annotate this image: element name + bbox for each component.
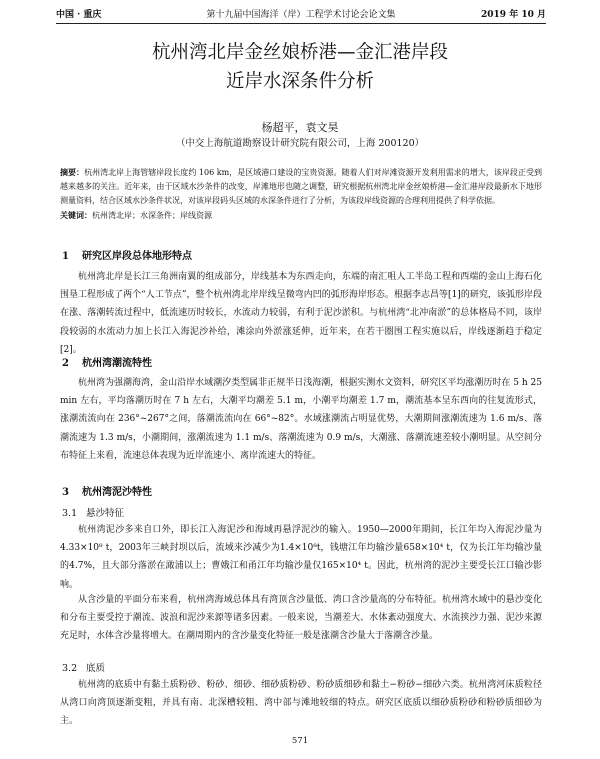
subsection-number: 3.1 — [62, 508, 78, 519]
paragraph-2: 杭州湾为强潮海湾，金山沿岸水域潮汐类型属非正规半日浅海潮，根据实测水文资料，研究区平均涨潮历时在 5 h 25 min 左右，平均落潮历时在 7 h 左右，大潮平均潮差 5.1 m，小潮平均潮差 1.7 m，潮流基本呈东西向的往复流形式，涨潮流流向在 236°~267°之间，落潮流流向在 66°~82°。水域涨潮流占明显优势，大潮期间涨潮流速为 1.6 m/s、落潮流速为 1.3 m/s，小潮期间，涨潮流速为 1.1 m/s、落潮流速为 0.9 m/s，大潮涨、落潮流速差较小潮明显。从空间分布特征上来看，流速总体表现为近岸流速小、离岸流速大的特征。 — [60, 378, 542, 461]
subsection-heading-3-1 — [62, 507, 124, 521]
paragraph-4: 从含沙量的平面分布来看，杭州湾海域总体具有湾顶含沙量低、湾口含沙量高的分布特征。杭州湾水域中的悬沙变化和分布主要受控于潮流、波浪和泥沙来源等诸多因素。一般来说，当潮差大、水体紊动强度大、水流挟沙力强、泥沙来源充足时，水体含沙量将增大。在潮周期内的含沙量变化特征一般是涨潮含沙量大于落潮含沙量。 — [60, 595, 542, 642]
title-line-1: 杭州湾北岸金丝娘桥港—金汇港岸段 — [151, 42, 448, 63]
section-heading-3 — [62, 486, 152, 500]
paragraph-3: 杭州湾泥沙多来自口外，即长江入海泥沙和海域再悬浮泥沙的输入。1950—2000年期间，长江年均入海泥沙量为4.33×10⁸ t，2003年三峡封坝以后，流域来沙减少为1.4×10⁸t，钱塘江年均输沙量658×10⁴ t，仅为长江年均输沙量的4.7%，且大部分落淤在澉浦以上；曹娥江和甬江年均输沙量仅165×10⁴ t。因此，杭州湾的泥沙主要受长江口输沙影响。 — [60, 525, 542, 590]
section-heading-2 — [62, 357, 152, 371]
header-proceedings: 第十九届中国海洋（岸）工程学术讨论会论文集 — [206, 10, 396, 20]
subsection-title: 底质 — [86, 663, 106, 674]
abstract — [60, 165, 542, 223]
abstract-label: 摘要： — [60, 167, 85, 177]
paragraph-5: 杭州湾的底质中有黏土质粉砂、粉砂、细砂、细砂质粉砂、粉砂质细砂和黏土−粉砂−细砂六类。杭州湾河床质粒径从湾口向湾顶逐渐变粗，并具有南、北深槽较粗、湾中部与滩地较细的特点。研究区底质以细砂质粉砂和粉砂质细砂为主。 — [60, 680, 542, 727]
abstract-body — [60, 165, 542, 208]
paragraph-1: 杭州湾北岸是长江三角洲南翼的组成部分，岸线基本为东西走向，东端的南汇咀人工半岛工程和西端的金山上海石化围垦工程形成了两个“人工节点”，整个杭州湾北岸岸线呈微弯内凹的弧形海岸形态。根据李志昌等[1]的研究，该弧形岸段在涨、落潮转流过程中，低流速历时较长，水流动力较弱，有利于泥沙淤积。与杭州湾“北冲南淤”的总体格局不同，该岸段较弱的水流动力加上长江入海泥沙补给，滩涂向外淤涨延伸，近年来，在若干圈围工程实施以后，岸线逐渐趋于稳定[2]。 — [60, 272, 542, 355]
section-heading-1 — [62, 250, 192, 264]
abstract-text: 杭州湾北岸上海管辖岸段长度约 106 km，是区域港口建设的宝贵资源。随着人们对岸滩资源开发利用需求的增大，该岸段正受到越来越多的关注。近年来，由于区域水沙条件的改变，岸滩地形也随之调整，研究根据杭州湾北岸金丝娘桥港—金汇港岸段最新水下地形测量资料，结合区域水沙条件状况，对该岸段码头区域的水深条件进行了分析，为该段岸线资源的合理利用提供了科学依据。 — [60, 168, 542, 205]
header-location: 中国 · 重庆 — [56, 10, 102, 20]
keywords — [60, 208, 542, 223]
section-title: 杭州湾泥沙特性 — [82, 487, 152, 498]
title-line-2: 近岸水深条件分析 — [225, 71, 374, 92]
subsection-number: 3.2 — [62, 663, 78, 674]
section-number: 1 — [62, 251, 69, 262]
page-number: 571 — [291, 736, 309, 746]
keywords-label: 关键词： — [60, 210, 92, 220]
subsection-heading-3-2 — [62, 662, 105, 676]
section-title: 研究区岸段总体地形特点 — [82, 251, 192, 262]
section-number: 3 — [62, 487, 69, 498]
running-header — [56, 8, 546, 22]
keywords-text: 杭州湾北岸；水深条件；岸线资源 — [92, 211, 212, 220]
authors: 杨超平，袁文昊 — [261, 121, 339, 134]
subsection-title: 悬沙特征 — [86, 508, 125, 519]
section-number: 2 — [62, 358, 69, 369]
affiliation: （中交上海航道勘察设计研究院有限公司，上海 200120） — [175, 138, 425, 149]
header-date: 2019 年 10 月 — [481, 10, 546, 20]
header-rule — [56, 23, 546, 24]
section-title: 杭州湾潮流特性 — [82, 358, 152, 369]
